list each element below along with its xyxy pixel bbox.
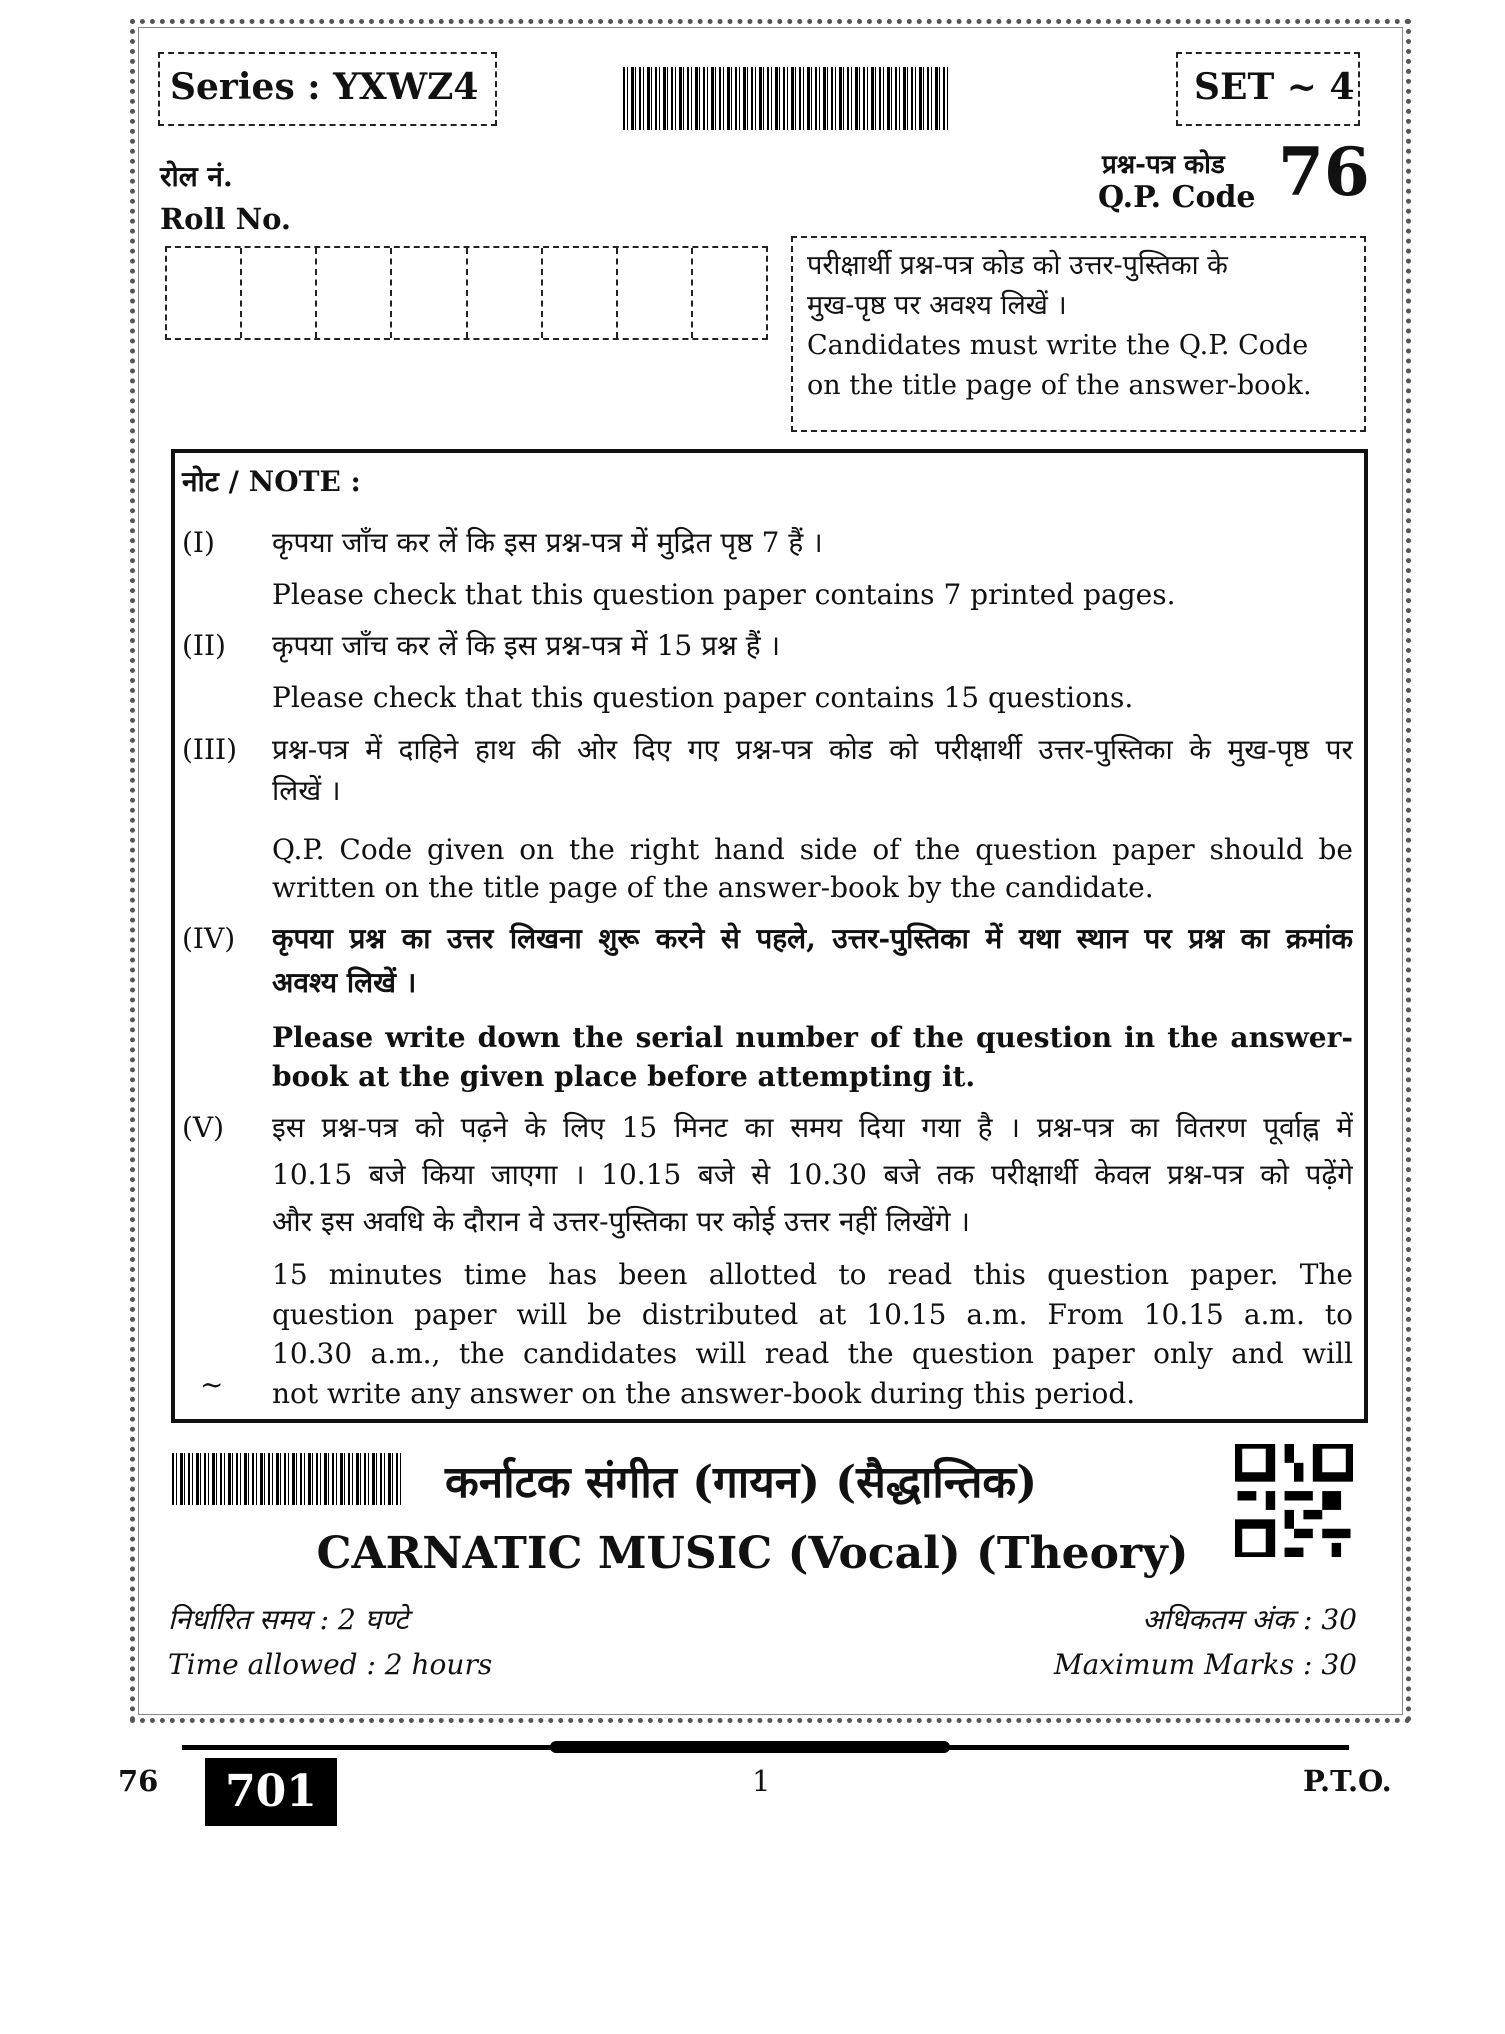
tilde-mark: ~ [200,1368,224,1401]
roll-digit-box[interactable] [167,248,242,338]
roll-digit-box[interactable] [543,248,618,338]
max-marks: Maximum Marks : 30 [1053,1648,1357,1681]
time-allowed-hindi: निर्धारित समय : 2 घण्टे [168,1603,409,1636]
note-line: Please check that this question paper contains 7 printed pages. [272,578,1176,611]
note-line: question paper will be distributed at 10.15 a.m. From 10.15 a.m. to [272,1298,1353,1331]
note-line: written on the title page of the answer-book by the candidate. [272,871,1154,904]
roll-digit-box[interactable] [693,248,766,338]
subject-title-hindi: कर्नाटक संगीत (गायन) (सैद्धान्तिक) [445,1457,1038,1508]
roll-label: Roll No. [160,202,292,236]
page-number: 1 [752,1764,771,1798]
note-line: 15 minutes time has been allotted to read this question paper. The [272,1258,1353,1291]
roll-digit-box[interactable] [317,248,392,338]
note-line: लिखें । [272,774,341,807]
time-allowed: Time allowed : 2 hours [168,1648,493,1681]
note-line: कृपया प्रश्न का उत्तर लिखना शुरू करने से पहले, उत्तर-पुस्तिका में यथा स्थान पर प्रश्न का क्रमांक [272,922,1353,955]
barcode-top [623,67,949,130]
note-line: 10.30 a.m., the candidates will read the question paper only and will [272,1337,1353,1370]
series-box: Series : YXWZ4 [158,52,497,126]
item-number: (III) [182,733,238,766]
max-marks-hindi: अधिकतम अंक : 30 [1142,1603,1357,1636]
note-line: अवश्य लिखें । [272,966,417,999]
set-box: SET ~ 4 [1176,52,1360,126]
roll-digit-box[interactable] [392,248,467,338]
note-line: Please write down the serial number of the question in the answer- [272,1021,1353,1054]
qp-code-value: 76 [1278,133,1370,211]
notice-line: मुख-पृष्ठ पर अवश्य लिखें । [807,290,1067,321]
candidate-notice-box [791,236,1366,432]
note-line: 10.15 बजे किया जाएगा । 10.15 बजे से 10.30 बजे तक परीक्षार्थी केवल प्रश्न-पत्र को पढ़ेंगे [272,1158,1353,1191]
item-number: (IV) [182,922,236,955]
note-line: कृपया जाँच कर लें कि इस प्रश्न-पत्र में मुद्रित पृष्ठ 7 हैं । [272,526,823,559]
note-heading: नोट / NOTE : [182,465,361,498]
note-line: प्रश्न-पत्र में दाहिने हाथ की ओर दिए गए प्रश्न-पत्र कोड को परीक्षार्थी उत्तर-पुस्तिका के मुख-पृष्ठ पर [272,733,1353,766]
notice-line: परीक्षार्थी प्रश्न-पत्र कोड को उत्तर-पुस्तिका के [807,250,1228,281]
note-line: book at the given place before attempting it. [272,1060,976,1093]
notice-line: on the title page of the answer-book. [807,370,1312,401]
qr-code-icon [1235,1444,1353,1557]
note-line: not write any answer on the answer-book during this period. [272,1377,1136,1410]
note-line: Please check that this question paper contains 15 questions. [272,681,1134,714]
note-line: कृपया जाँच कर लें कि इस प्रश्न-पत्र में 15 प्रश्न हैं । [272,629,781,662]
roll-digit-box[interactable] [468,248,543,338]
roll-digit-box[interactable] [242,248,317,338]
roll-digit-box[interactable] [618,248,693,338]
footer-divider-center [550,1741,950,1753]
notice-line: Candidates must write the Q.P. Code [807,330,1309,361]
barcode-bottom [172,1453,402,1505]
footer-code-box: 701 [205,1758,337,1826]
roll-label-hindi: रोल नं. [160,160,233,193]
item-number: (II) [182,629,226,662]
footer-code: 76 [118,1764,159,1798]
qp-code-label-hindi: प्रश्न-पत्र कोड [1102,150,1225,180]
qp-code-label: Q.P. Code [1098,180,1256,215]
roll-number-boxes[interactable] [165,246,768,340]
pto-label: P.T.O. [1303,1764,1392,1798]
subject-title: CARNATIC MUSIC (Vocal) (Theory) [316,1528,1189,1579]
item-number: (I) [182,526,215,559]
note-line: Q.P. Code given on the right hand side of the question paper should be [272,833,1353,866]
item-number: (V) [182,1111,225,1144]
note-line: इस प्रश्न-पत्र को पढ़ने के लिए 15 मिनट का समय दिया गया है । प्रश्न-पत्र का वितरण पूर्वाह्न में [272,1111,1353,1144]
note-line: और इस अवधि के दौरान वे उत्तर-पुस्तिका पर कोई उत्तर नहीं लिखेंगे । [272,1205,970,1238]
